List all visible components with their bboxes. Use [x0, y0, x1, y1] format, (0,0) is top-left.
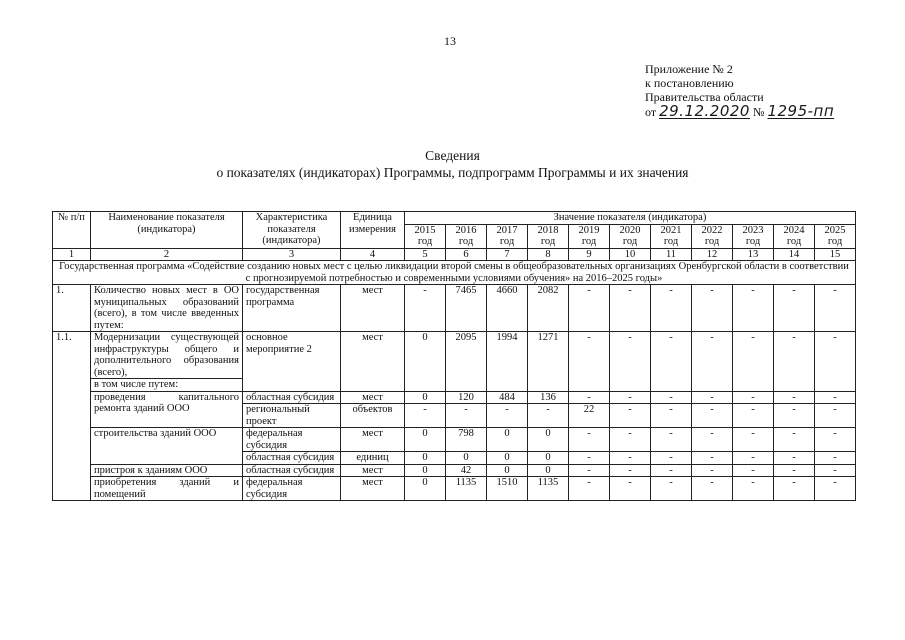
- column-number: 14: [774, 248, 815, 261]
- value-cell: -: [569, 464, 610, 477]
- value-cell: -: [610, 452, 651, 465]
- value-cell: -: [815, 332, 856, 392]
- column-number: 2: [91, 248, 243, 261]
- value-cell: -: [651, 285, 692, 332]
- value-cell: -: [733, 477, 774, 501]
- value-cell: -: [692, 332, 733, 392]
- column-number: 1: [53, 248, 91, 261]
- year-header: 2015 год: [405, 224, 446, 248]
- value-cell: -: [774, 477, 815, 501]
- value-cell: -: [610, 404, 651, 428]
- column-number: 8: [528, 248, 569, 261]
- value-cell: 798: [446, 428, 487, 452]
- appendix-from-label: от: [645, 105, 657, 119]
- value-cell: -: [733, 404, 774, 428]
- value-cell: -: [651, 464, 692, 477]
- column-numbers-row: [53, 248, 856, 261]
- indicator-name: строительства зданий ООО: [91, 428, 243, 465]
- column-number: 13: [733, 248, 774, 261]
- year-header: 2024 год: [774, 224, 815, 248]
- value-cell: 22: [569, 404, 610, 428]
- value-cell: 1994: [487, 332, 528, 392]
- value-cell: -: [733, 285, 774, 332]
- row-number: 1.1.: [53, 332, 91, 501]
- value-cell: -: [651, 452, 692, 465]
- value-cell: -: [815, 452, 856, 465]
- value-cell: 0: [487, 428, 528, 452]
- value-cell: -: [774, 464, 815, 477]
- document-title: Сведения: [425, 148, 480, 163]
- value-cell: 1135: [446, 477, 487, 501]
- program-title-row: [53, 261, 856, 285]
- program-title: Государственная программа «Содействие созданию новых мест с целью ликвидации второй смены в общеобразовательных организациях Оренбургской области в соответствии с прогнозируемой потребностью и современными условиями обучения» на 2016–2025 годы»: [53, 261, 856, 285]
- value-cell: -: [692, 477, 733, 501]
- column-number: 12: [692, 248, 733, 261]
- appendix-line-1: Приложение № 2: [645, 62, 733, 76]
- indicator-characteristic: федеральная субсидия: [243, 428, 341, 452]
- value-cell: -: [651, 391, 692, 404]
- value-cell: -: [733, 332, 774, 392]
- indicator-name: приобретения зданий и помещений: [91, 477, 243, 501]
- year-header: 2025 год: [815, 224, 856, 248]
- value-cell: 0: [405, 391, 446, 404]
- value-cell: -: [692, 464, 733, 477]
- value-cell: -: [651, 332, 692, 392]
- value-cell: -: [610, 428, 651, 452]
- value-cell: -: [692, 391, 733, 404]
- indicator-name: проведения капитального ремонта зданий ООО: [91, 391, 243, 428]
- year-header: 2017 год: [487, 224, 528, 248]
- row-number: 1.: [53, 285, 91, 332]
- indicator-name: Количество новых мест в ОО муниципальных образований (всего), в том числе введенных путем:: [91, 285, 243, 332]
- appendix-block: [645, 62, 837, 119]
- value-cell: 1510: [487, 477, 528, 501]
- column-number: 15: [815, 248, 856, 261]
- value-cell: -: [569, 452, 610, 465]
- value-cell: 120: [446, 391, 487, 404]
- indicator-unit: мест: [341, 391, 405, 404]
- year-header: 2020 год: [610, 224, 651, 248]
- header-row: [53, 212, 856, 225]
- value-cell: -: [815, 285, 856, 332]
- value-cell: 0: [528, 464, 569, 477]
- indicator-characteristic: областная субсидия: [243, 452, 341, 465]
- indicator-unit: мест: [341, 332, 405, 392]
- indicator-name: в том числе путем:: [91, 379, 243, 392]
- column-number: 3: [243, 248, 341, 261]
- indicator-unit: мест: [341, 285, 405, 332]
- indicator-characteristic: областная субсидия: [243, 464, 341, 477]
- value-cell: -: [815, 477, 856, 501]
- value-cell: -: [774, 428, 815, 452]
- header-characteristic: Характеристика показателя (индикатора): [243, 212, 341, 249]
- value-cell: -: [733, 428, 774, 452]
- value-cell: -: [815, 391, 856, 404]
- year-header: 2022 год: [692, 224, 733, 248]
- table-row: [53, 332, 856, 379]
- column-number: 10: [610, 248, 651, 261]
- value-cell: 0: [487, 464, 528, 477]
- value-cell: -: [610, 332, 651, 392]
- value-cell: 42: [446, 464, 487, 477]
- value-cell: -: [446, 404, 487, 428]
- value-cell: 0: [405, 332, 446, 392]
- value-cell: 4660: [487, 285, 528, 332]
- value-cell: 136: [528, 391, 569, 404]
- value-cell: 1271: [528, 332, 569, 392]
- table-row: [53, 391, 856, 404]
- column-number: 5: [405, 248, 446, 261]
- value-cell: 0: [446, 452, 487, 465]
- indicator-unit: мест: [341, 428, 405, 452]
- value-cell: 7465: [446, 285, 487, 332]
- value-cell: 2082: [528, 285, 569, 332]
- column-number: 11: [651, 248, 692, 261]
- value-cell: -: [405, 285, 446, 332]
- indicator-characteristic: государственная программа: [243, 285, 341, 332]
- value-cell: -: [610, 477, 651, 501]
- year-header: 2021 год: [651, 224, 692, 248]
- indicator-characteristic: областная субсидия: [243, 391, 341, 404]
- header-unit: Единица измерения: [341, 212, 405, 249]
- value-cell: -: [569, 477, 610, 501]
- indicator-unit: мест: [341, 477, 405, 501]
- value-cell: 484: [487, 391, 528, 404]
- header-num: № п/п: [53, 212, 91, 249]
- value-cell: -: [774, 391, 815, 404]
- indicator-name: пристроя к зданиям ООО: [91, 464, 243, 477]
- value-cell: 2095: [446, 332, 487, 392]
- year-header: 2023 год: [733, 224, 774, 248]
- value-cell: -: [569, 428, 610, 452]
- value-cell: -: [651, 428, 692, 452]
- value-cell: -: [774, 404, 815, 428]
- year-header: 2019 год: [569, 224, 610, 248]
- appendix-date-line: [645, 104, 837, 119]
- value-cell: -: [774, 452, 815, 465]
- column-number: 6: [446, 248, 487, 261]
- value-cell: 0: [405, 452, 446, 465]
- column-number: 9: [569, 248, 610, 261]
- value-cell: -: [774, 285, 815, 332]
- header-name: Наименование показателя (индикатора): [91, 212, 243, 249]
- value-cell: -: [774, 332, 815, 392]
- indicators-table: [52, 211, 856, 501]
- indicator-characteristic: федеральная субсидия: [243, 477, 341, 501]
- indicator-name: Модернизации существующей инфраструктуры общего и дополнительного образования (всего),: [91, 332, 243, 379]
- appendix-line-2: к постановлению: [645, 76, 734, 90]
- value-cell: 1135: [528, 477, 569, 501]
- indicator-unit: единиц: [341, 452, 405, 465]
- value-cell: -: [610, 464, 651, 477]
- value-cell: -: [487, 404, 528, 428]
- value-cell: -: [692, 428, 733, 452]
- year-header: 2018 год: [528, 224, 569, 248]
- value-cell: -: [569, 391, 610, 404]
- value-cell: -: [692, 285, 733, 332]
- column-number: 4: [341, 248, 405, 261]
- value-cell: -: [569, 285, 610, 332]
- handwritten-date: 29.12.2020: [659, 102, 750, 120]
- handwritten-number: 1295-пп: [767, 102, 835, 120]
- appendix-line-3: Правительства области: [645, 90, 764, 104]
- value-cell: -: [733, 391, 774, 404]
- table-row: [53, 464, 856, 477]
- value-cell: -: [569, 332, 610, 392]
- value-cell: 0: [487, 452, 528, 465]
- indicator-unit: объектов: [341, 404, 405, 428]
- table-row: [53, 428, 856, 452]
- value-cell: -: [733, 452, 774, 465]
- document-subtitle: о показателях (индикаторах) Программы, подпрограмм Программы и их значения: [216, 165, 689, 180]
- table-row: [53, 477, 856, 501]
- value-cell: -: [692, 452, 733, 465]
- indicator-characteristic: региональный проект: [243, 404, 341, 428]
- value-cell: 0: [405, 477, 446, 501]
- indicator-unit: мест: [341, 464, 405, 477]
- value-cell: -: [610, 391, 651, 404]
- year-header: 2016 год: [446, 224, 487, 248]
- value-cell: -: [610, 285, 651, 332]
- value-cell: -: [528, 404, 569, 428]
- value-cell: 0: [528, 452, 569, 465]
- value-cell: -: [815, 464, 856, 477]
- value-cell: -: [815, 404, 856, 428]
- table-row: [53, 285, 856, 332]
- column-number: 7: [487, 248, 528, 261]
- page-number: 13: [444, 34, 456, 48]
- value-cell: -: [692, 404, 733, 428]
- value-cell: -: [815, 428, 856, 452]
- header-value: Значение показателя (индикатора): [405, 212, 856, 225]
- value-cell: 0: [528, 428, 569, 452]
- value-cell: 0: [405, 464, 446, 477]
- value-cell: -: [651, 404, 692, 428]
- value-cell: -: [405, 404, 446, 428]
- value-cell: -: [651, 477, 692, 501]
- value-cell: -: [733, 464, 774, 477]
- indicator-characteristic: основное мероприятие 2: [243, 332, 341, 392]
- appendix-number-label: №: [752, 105, 765, 119]
- value-cell: 0: [405, 428, 446, 452]
